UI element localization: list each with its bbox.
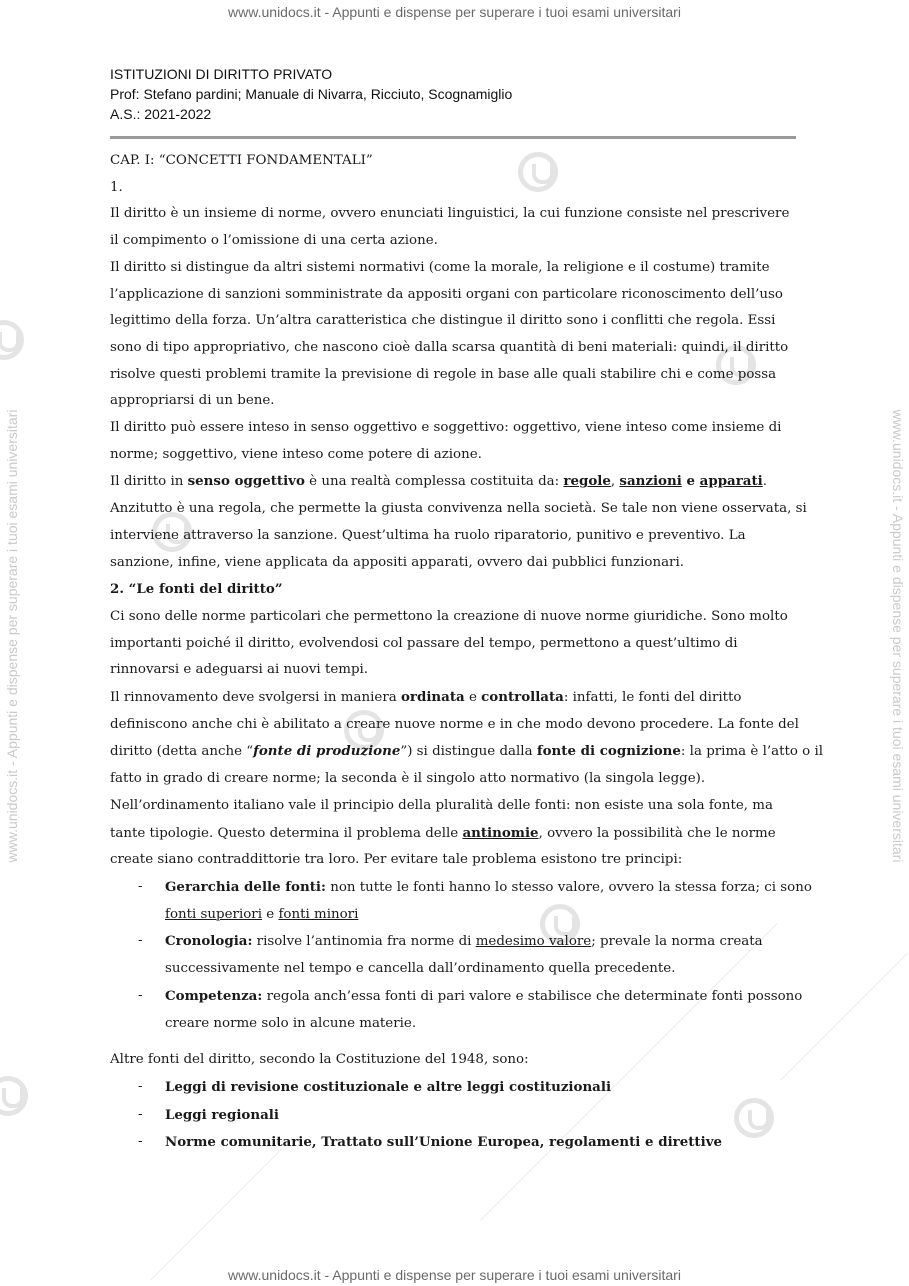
list-item: - Leggi regionali bbox=[138, 1106, 279, 1123]
principle-term: Cronologia: bbox=[165, 933, 253, 950]
watermark-bottom: www.unidocs.it - Appunti e dispense per superare i tuoi esami universitari bbox=[228, 1267, 681, 1283]
paragraph-line: tante tipologie. Questo determina il problema delle antinomie, ovvero la possibilità che le norme bbox=[110, 824, 776, 841]
watermark-top: www.unidocs.it - Appunti e dispense per superare i tuoi esami universitari bbox=[228, 4, 681, 20]
paragraph-line: Ci sono delle norme particolari che permettono la creazione di nuove norme giuridiche. Sono molto bbox=[110, 608, 788, 624]
term-fonte-di-cognizione: fonte di cognizione bbox=[536, 743, 681, 760]
paragraph-line: Altre fonti del diritto, secondo la Costituzione del 1948, sono: bbox=[110, 1052, 529, 1068]
paragraph-line: Il diritto in senso oggettivo è una realtà complessa costituita da: regole, sanzioni e apparati. bbox=[110, 473, 768, 490]
chapter-title: CAP. I: “CONCETTI FONDAMENTALI” bbox=[110, 153, 373, 168]
watermark-left: www.unidocs.it - Appunti e dispense per superare i tuoi esami universitari bbox=[4, 409, 20, 863]
paragraph-line: diritto (detta anche “fonte di produzione”) si distingue dalla fonte di cognizione: la prima è l’atto o il bbox=[110, 743, 824, 760]
paragraph-line: sanzione, infine, viene applicata da appositi apparati, ovvero dai pubblici funzionari. bbox=[110, 554, 684, 570]
term-senso-oggettivo: senso oggettivo bbox=[187, 473, 305, 490]
academic-year: A.S.: 2021-2022 bbox=[110, 106, 212, 122]
watermark-diagonal-line bbox=[150, 1139, 292, 1281]
paragraph-line: legittimo della forza. Un’altra caratteristica che distingue il diritto sono i conflitti che regola. Essi bbox=[110, 313, 776, 329]
principles-list bbox=[110, 874, 812, 1037]
paragraph-line: Il rinnovamento deve svolgersi in maniera ordinata e controllata: infatti, le fonti del diritto bbox=[110, 689, 742, 706]
section-1-number: 1. bbox=[110, 179, 123, 195]
paragraph-line: sono di tipo appropriativo, che nascono cioè dalla scarsa quantità di beni materiali: quindi, il diritto bbox=[110, 339, 789, 355]
paragraph-line: Il diritto è un insieme di norme, ovvero enunciati linguistici, la cui funzione consiste nel prescrivere bbox=[110, 206, 790, 222]
paragraph-line: definiscono anche chi è abilitato a creare nuove norme e in che modo devono procedere. La fonte del bbox=[110, 716, 799, 732]
section-2-title: 2. “Le fonti del diritto” bbox=[110, 581, 283, 598]
term-controllata: controllata bbox=[481, 689, 564, 706]
list-item: - Leggi di revisione costituzionale e altre leggi costituzionali bbox=[138, 1078, 612, 1095]
list-item: - Competenza: regola anch’essa fonti di pari valore e stabilisce che determinate fonti possono creare norme solo in alcune materie. bbox=[138, 987, 803, 1031]
list-item: - Norme comunitarie, Trattato sull’Unione Europea, regolamenti e direttive bbox=[138, 1134, 723, 1151]
course-title: ISTITUZIONI DI DIRITTO PRIVATO bbox=[110, 66, 333, 82]
list-item: - Cronologia: risolve l’antinomia fra norme di medesimo valore; prevale la norma creata successivamente nel tempo e cancella dall’ordinamento quella precedente. bbox=[138, 933, 763, 977]
principle-term: Competenza: bbox=[165, 987, 263, 1004]
principle-term: Gerarchia delle fonti: bbox=[165, 878, 326, 895]
paragraph-line: interviene attraverso la sanzione. Quest’ultima ha ruolo riparatorio, punitivo e preventivo. La bbox=[110, 527, 746, 543]
paragraph-line: Nell’ordinamento italiano vale il principio della pluralità delle fonti: non esiste una sola fonte, ma bbox=[110, 797, 773, 813]
paragraph-line: il compimento o l’omissione di una certa azione. bbox=[110, 233, 438, 249]
header-divider bbox=[110, 136, 796, 139]
term-fonte-di-produzione: fonte di produzione bbox=[253, 743, 401, 760]
paragraph-line: create siano contraddittorie tra loro. Per evitare tale problema esistono tre principi: bbox=[110, 852, 683, 868]
other-sources-list bbox=[110, 1074, 800, 1157]
document-body bbox=[110, 148, 824, 1157]
paragraph-line: Il diritto si distingue da altri sistemi normativi (come la morale, la religione e il costume) tramite bbox=[110, 259, 770, 275]
term-regole: regole bbox=[563, 473, 611, 490]
term-sanzioni: sanzioni bbox=[619, 473, 682, 490]
unidocs-logo-icon bbox=[0, 320, 24, 360]
term-ordinata: ordinata bbox=[400, 689, 465, 706]
paragraph-line: rinnovarsi e adeguarsi ai nuovi tempi. bbox=[110, 662, 369, 678]
paragraph-line: norme; soggettivo, viene inteso come potere di azione. bbox=[110, 446, 482, 462]
paragraph-line: appropriarsi di un bene. bbox=[110, 393, 275, 409]
document-header bbox=[110, 64, 512, 124]
paragraph-line: fatto in grado di creare norme; la seconda è il singolo atto normativo (la singola legge). bbox=[110, 771, 706, 787]
watermark-right: www.unidocs.it - Appunti e dispense per superare i tuoi esami universitari bbox=[890, 409, 906, 863]
paragraph-line: risolve questi problemi tramite la previsione di regole in base alle quali stabilire chi e come possa bbox=[110, 366, 777, 382]
term-apparati: apparati bbox=[699, 473, 763, 490]
list-item: - Gerarchia delle fonti: non tutte le fonti hanno lo stesso valore, ovvero la stessa forza; ci sono fonti superiori e fonti minori bbox=[138, 878, 812, 922]
paragraph-line: l’applicazione di sanzioni somministrate da appositi organi con particolare riconoscimento dell’uso bbox=[110, 286, 783, 302]
paragraph-line: importanti poiché il diritto, evolvendosi col passare del tempo, permettono a quest’ultimo di bbox=[110, 635, 738, 651]
unidocs-logo-icon bbox=[0, 1076, 28, 1116]
paragraph-line: Anzitutto è una regola, che permette la giusta convivenza nella società. Se tale non viene osservata, si bbox=[110, 501, 807, 517]
professor-line: Prof: Stefano pardini; Manuale di Nivarra, Ricciuto, Scognamiglio bbox=[110, 86, 513, 102]
term-antinomie: antinomie bbox=[462, 824, 539, 841]
paragraph-line: Il diritto può essere inteso in senso oggettivo e soggettivo: oggettivo, viene inteso come insieme di bbox=[110, 420, 782, 436]
